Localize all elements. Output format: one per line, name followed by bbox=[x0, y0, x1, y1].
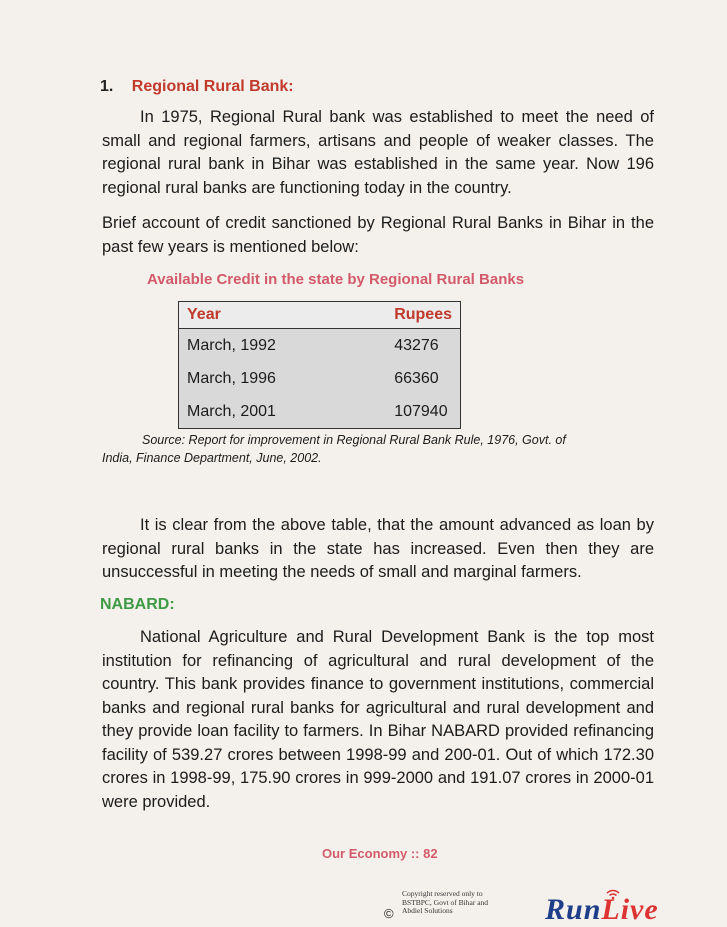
nabard-heading: NABARD: bbox=[100, 596, 175, 613]
section-title: Regional Rural Bank: bbox=[131, 78, 294, 95]
cell-rupees: 107940 bbox=[394, 402, 448, 420]
table-caption: Available Credit in the state by Regional Rural Banks bbox=[147, 271, 525, 288]
paragraph-intro: In 1975, Regional Rural bank was established to meet the need of small and regional farmers, artisans and people of weaker classes. The regional rural bank in Bihar was established in the same year. Now 196 regional rural banks are functioning today in the country. bbox=[102, 108, 654, 197]
copyright-line-1: Copyright reserved only to bbox=[402, 889, 483, 898]
source-line-1: Source: Report for improvement in Regional Rural Bank Rule, 1976, Govt. of bbox=[142, 433, 566, 447]
logo-part-2: Live bbox=[601, 893, 659, 926]
copyright-line-3: Abdiel Solutions bbox=[402, 906, 453, 915]
cell-year: March, 1996 bbox=[187, 369, 276, 387]
credit-table bbox=[178, 301, 461, 429]
paragraph-nabard: National Agriculture and Rural Development Bank is the top most institution for refinancing of agricultural and rural development of the country. This bank provides finance to government institutions, commercial banks and regional rural banks for agricultural and rural development and they provide loan facility to farmers. In Bihar NABARD provided refinancing facility of 539.27 crores between 1998-99 and 200-01. Out of which 172.30 crores in 1998-99, 175.90 crores in 999-2000 and 191.07 crores in 2000-01 were provided. bbox=[102, 628, 654, 811]
table-row bbox=[179, 329, 461, 363]
source-line-2: India, Finance Department, June, 2002. bbox=[102, 451, 322, 465]
copyright-notice bbox=[402, 890, 522, 916]
table-row bbox=[179, 362, 461, 395]
paragraph-conclusion: It is clear from the above table, that the amount advanced as loan by regional rural banks in the state has increased. Even then they are unsuccessful in meeting the needs of small and marginal farmers. bbox=[102, 516, 654, 581]
table-row bbox=[179, 395, 461, 429]
copyright-symbol: © bbox=[384, 906, 394, 921]
cell-year: March, 2001 bbox=[187, 402, 276, 420]
runlive-logo bbox=[545, 893, 659, 927]
cell-rupees: 66360 bbox=[394, 369, 439, 387]
section-number: 1. bbox=[100, 78, 114, 95]
section-heading bbox=[100, 78, 294, 96]
logo-part-1: Run bbox=[545, 893, 602, 926]
cell-year: March, 1992 bbox=[187, 336, 276, 354]
cell-rupees: 43276 bbox=[394, 336, 439, 354]
table-source bbox=[102, 431, 654, 467]
header-year: Year bbox=[179, 302, 391, 329]
header-rupees: Rupees bbox=[390, 302, 460, 329]
table-header-row bbox=[179, 302, 461, 329]
page-footer: Our Economy :: 82 bbox=[322, 846, 438, 861]
copyright-line-2: BSTBPC, Govt of Bihar and bbox=[402, 897, 489, 907]
paragraph-brief-account: Brief account of credit sanctioned by Regional Rural Banks in Bihar in the past few years is mentioned below: bbox=[102, 214, 654, 256]
